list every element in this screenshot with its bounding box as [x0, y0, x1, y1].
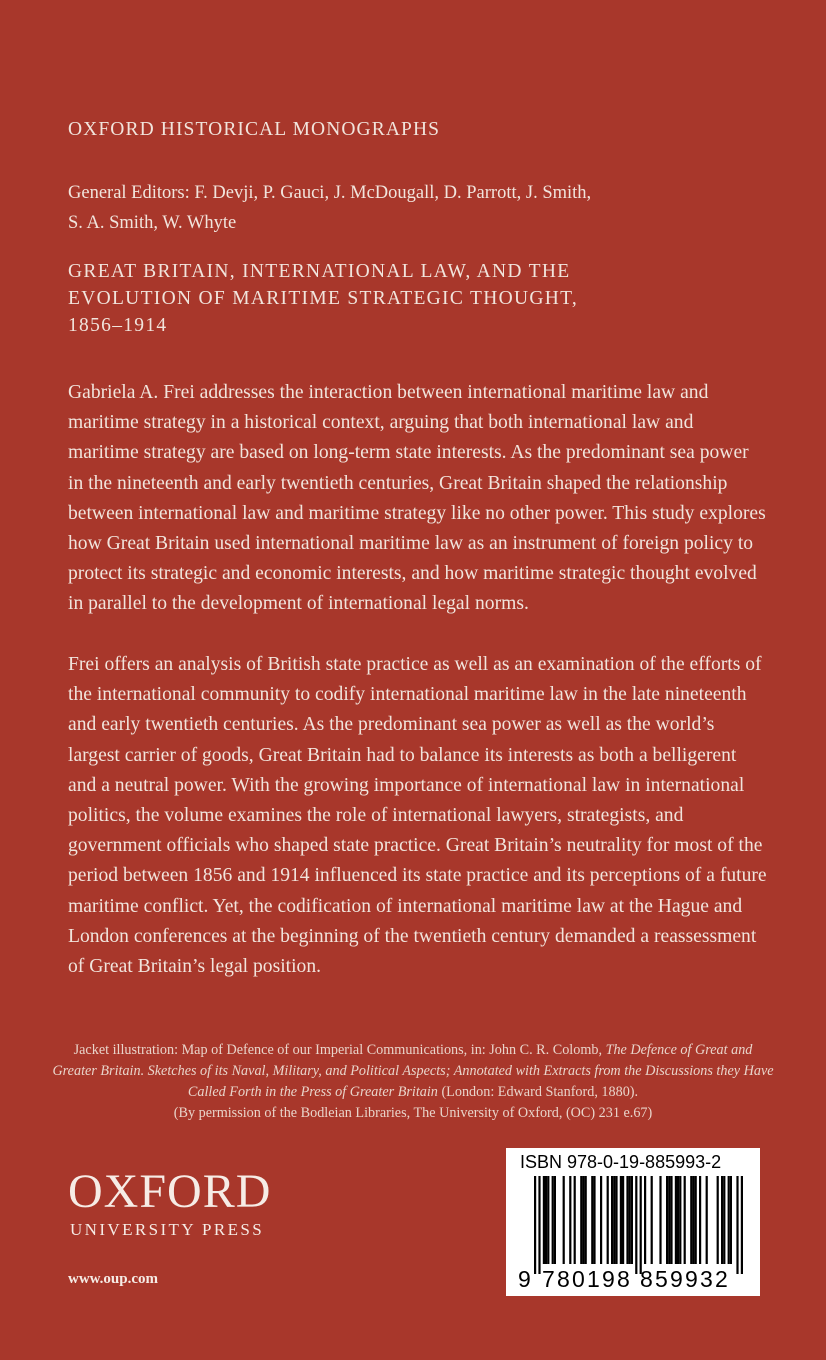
barcode-bar: [730, 1176, 732, 1264]
barcode-bar: [615, 1176, 617, 1264]
barcode-bar: [545, 1176, 547, 1264]
barcode-digits-right: 859932: [640, 1266, 730, 1292]
description-paragraph-1: Gabriela A. Frei addresses the interaction between international maritime law and maritime strategy in a historical context, arguing that both international law and maritime strategy are based on long-term state interests. As the predominant sea power in the nineteenth and early twentieth centuries, Great Britain shaped the relationship between international law and maritime strategy like no other power. This study explores how Great Britain used international maritime law as an instrument of foreign policy to protect its strategic and economic interests, and how maritime strategic thought evolved in parallel to the development of international legal norms.: [68, 382, 766, 615]
barcode-bar: [736, 1176, 738, 1274]
description-paragraph-2: Frei offers an analysis of British state practice as well as an examination of the efforts of the international community to codify international maritime law in the late nineteenth and early twentieth centuries. As the predominant sea power as well as the world’s largest carrier of goods, Great Britain had to balance its interests as both a belligerent and a neutral power. With the growing importance of international law in international politics, the volume examines the role of international lawyers, strategists, and government officials who shaped state practice. Great Britain’s neutrality for most of the period between 1856 and 1914 influenced its state practice and its perceptions of a future maritime conflict. Yet, the codification of international maritime law at the Hague and London conferences at the beginning of the twentieth century demanded a reassessment of Great Britain’s legal position.: [68, 654, 767, 978]
barcode-bar: [631, 1176, 633, 1264]
barcode-bar: [684, 1176, 686, 1264]
barcode-bar: [635, 1176, 637, 1274]
barcode-bar: [723, 1176, 725, 1264]
barcode-bar: [543, 1176, 545, 1264]
barcode-bar: [622, 1176, 624, 1264]
barcode-bar: [741, 1176, 743, 1274]
barcode-bar: [690, 1176, 692, 1264]
barcode-bar: [651, 1176, 653, 1264]
barcode-bar: [668, 1176, 670, 1264]
barcode-bar: [675, 1176, 677, 1264]
barcode-bar: [582, 1176, 584, 1264]
credit-permission: (By permission of the Bodleian Libraries, The University of Oxford, (OC) 231 e.67): [173, 1105, 653, 1121]
barcode-bar: [629, 1176, 631, 1264]
barcode-bar: [552, 1176, 554, 1264]
barcode-bar: [670, 1176, 672, 1264]
book-title-line-1: GREAT BRITAIN, INTERNATIONAL LAW, AND THE: [68, 261, 571, 282]
general-editors: [68, 178, 768, 238]
oxford-logo: OXFORD: [68, 1165, 272, 1218]
barcode-bar: [695, 1176, 697, 1264]
barcode-bar: [717, 1176, 719, 1264]
credit-suffix: (London: Edward Stanford, 1880).: [437, 1084, 639, 1100]
barcode-bar: [666, 1176, 668, 1264]
barcode-bar: [728, 1176, 730, 1264]
barcode-bar: [640, 1176, 642, 1274]
barcode-bar: [585, 1176, 587, 1264]
barcode-digits-left: 780198: [542, 1266, 632, 1292]
book-title: [68, 258, 788, 339]
barcode-bar: [534, 1176, 536, 1274]
university-press-label: UNIVERSITY PRESS: [70, 1220, 265, 1239]
editors-line-2: S. A. Smith, W. Whyte: [68, 213, 237, 233]
barcode-bar: [699, 1176, 701, 1264]
barcode-bar: [626, 1176, 628, 1264]
series-title: OXFORD HISTORICAL MONOGRAPHS: [68, 119, 441, 140]
barcode: [506, 1148, 760, 1296]
barcode-bar: [644, 1176, 646, 1264]
barcode-bar: [620, 1176, 622, 1264]
editors-line-1: General Editors: F. Devji, P. Gauci, J. McDougall, D. Parrott, J. Smith,: [68, 183, 592, 203]
book-title-line-3: 1856–1914: [68, 315, 168, 336]
barcode-digit-lead: 9: [518, 1266, 533, 1292]
barcode-bar: [677, 1176, 679, 1264]
barcode-bar: [659, 1176, 661, 1264]
barcode-bar: [706, 1176, 708, 1264]
barcode-bar: [563, 1176, 565, 1264]
barcode-bar: [600, 1176, 602, 1264]
barcode-bar: [538, 1176, 540, 1274]
barcode-bar: [593, 1176, 595, 1264]
credit-source-title: The Defence of Great and Greater Britain. Sketches of its Naval, Military, and Political Aspects; Annotated with Extracts from the Discussions they Have Called Forth in the Press of Greater Britain: [52, 1042, 774, 1100]
barcode-bar: [580, 1176, 582, 1264]
barcode-bar: [692, 1176, 694, 1264]
isbn-label: ISBN 978-0-19-885993-2: [520, 1152, 722, 1172]
barcode-bar: [591, 1176, 593, 1264]
barcode-bar: [554, 1176, 556, 1264]
barcode-bar: [613, 1176, 615, 1264]
book-title-line-2: EVOLUTION OF MARITIME STRATEGIC THOUGHT,: [68, 288, 579, 309]
barcode-bar: [569, 1176, 571, 1264]
barcode-bar: [721, 1176, 723, 1264]
publisher-url: www.oup.com: [68, 1271, 159, 1287]
barcode-bar: [607, 1176, 609, 1264]
barcode-bar: [547, 1176, 549, 1264]
jacket-illustration-credit: [52, 1040, 774, 1124]
barcode-bar: [679, 1176, 681, 1264]
credit-prefix: Jacket illustration: Map of Defence of our Imperial Communications, in: John C. R. Colomb,: [73, 1042, 606, 1058]
barcode-bar: [611, 1176, 613, 1264]
barcode-bar: [574, 1176, 576, 1264]
